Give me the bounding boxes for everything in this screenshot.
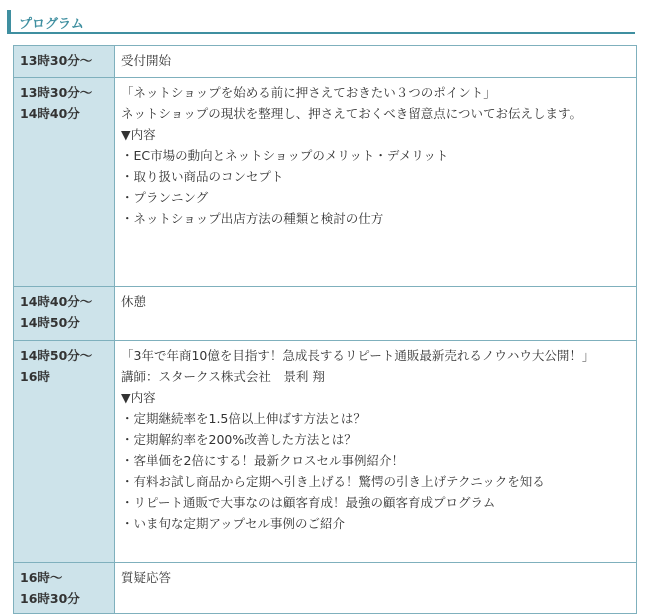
content-item: ・有料お試し商品から定期へ引き上げる！驚愕の引き上げテクニックを知る	[121, 474, 545, 489]
session-description: ネットショップの現状を整理し、押さえておくべき留意点についてお伝えします。	[121, 106, 583, 121]
time-end: 16時	[20, 369, 50, 384]
content-item: ・EC市場の動向とネットショップのメリット・デメリット	[121, 148, 449, 163]
content-heading: ▼内容	[121, 127, 156, 142]
session-title: 「3年で年商10億を目指す！急成長するリピート通販最新売れるノウハウ大公開！」	[121, 348, 595, 363]
content-cell	[115, 78, 637, 287]
program-row	[14, 78, 637, 287]
content-cell	[115, 46, 637, 78]
content-item: ・定期継続率を1.5倍以上伸ばす方法とは？	[121, 411, 366, 426]
content-heading: ▼内容	[121, 390, 156, 405]
content-line: 受付開始	[121, 53, 172, 68]
content-item: ・客単価を2倍にする！最新クロスセル事例紹介！	[121, 453, 404, 468]
content-item: ・プランニング	[121, 190, 209, 205]
program-table	[13, 45, 637, 614]
program-row	[14, 341, 637, 563]
content-cell	[115, 287, 637, 341]
time-start: 14時50分～	[20, 348, 93, 363]
time-cell	[14, 46, 115, 78]
content-cell	[115, 341, 637, 563]
content-line: 質疑応答	[121, 570, 172, 585]
time-cell	[14, 287, 115, 341]
program-row	[14, 287, 637, 341]
content-cell	[115, 563, 637, 614]
time-start: 16時～	[20, 570, 63, 585]
time-start: 13時30分～	[20, 85, 93, 100]
session-title: 「ネットショップを始める前に押さえておきたい３つのポイント」	[121, 85, 496, 100]
time-start: 14時40分～	[20, 294, 93, 309]
section-heading	[7, 10, 635, 34]
time-cell	[14, 341, 115, 563]
content-line: 休憩	[121, 294, 147, 309]
time-cell	[14, 78, 115, 287]
time-start: 13時30分～	[20, 53, 93, 68]
time-end: 14時50分	[20, 315, 80, 330]
speaker: 講師：スタークス株式会社 景利 翔	[121, 369, 325, 384]
time-cell	[14, 563, 115, 614]
time-end: 16時30分	[20, 591, 80, 606]
content-item: ・ネットショップ出店方法の種類と検討の仕方	[121, 211, 384, 226]
program-row	[14, 46, 637, 78]
program-row	[14, 563, 637, 614]
content-item: ・リピート通販で大事なのは顧客育成！最強の顧客育成プログラム	[121, 495, 496, 510]
time-end: 14時40分	[20, 106, 80, 121]
content-item: ・いま旬な定期アップセル事例のご紹介	[121, 516, 346, 531]
content-item: ・取り扱い商品のコンセプト	[121, 169, 284, 184]
content-item: ・定期解約率を200%改善した方法とは？	[121, 432, 357, 447]
section-title: プログラム	[19, 17, 84, 32]
